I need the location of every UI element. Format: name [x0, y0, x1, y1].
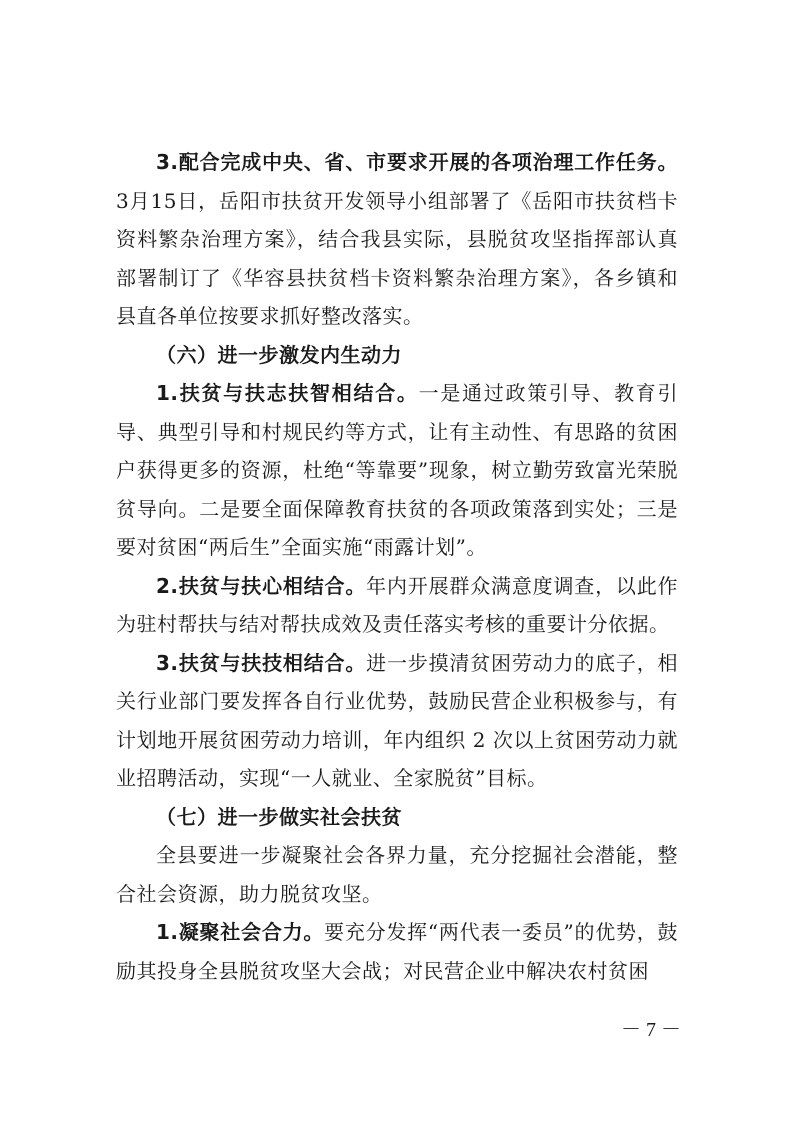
paragraph-heart	[116, 567, 678, 644]
paragraph-lead: 1.扶贫与扶志扶智相结合。	[156, 381, 419, 405]
section-heading-6: （六）进一步激发内生动力	[156, 342, 402, 367]
paragraph-lead: 3.扶贫与扶技相结合。	[156, 650, 367, 675]
page-number: － 7 －	[621, 1019, 681, 1041]
paragraph-text: 年内开展群众满意度调查，以此作为驻村帮扶与结对帮扶成效及责任落实考核的重要计分依据。	[116, 573, 679, 636]
paragraph-social-forces	[116, 836, 678, 913]
body-text	[116, 143, 678, 990]
paragraph-lead: 1.凝聚社会合力。	[156, 920, 325, 944]
paragraph-aspiration-intellect	[116, 374, 678, 567]
paragraph-text: 要充分发挥“两代表一委员”的优势，鼓励其投身全县脱贫攻坚大会战；对民营企业中解决农村贫困	[116, 920, 678, 983]
paragraph-governance-tasks	[116, 143, 678, 336]
paragraph-lead: 3.配合完成中央、省、市要求开展的各项治理工作任务。	[156, 150, 678, 174]
paragraph-text: 全县要进一步凝聚社会各界力量，充分挖掘社会潜能，整合社会资源，助力脱贫攻坚。	[116, 843, 678, 906]
section-heading-7: （七）进一步做实社会扶贫	[156, 804, 402, 829]
paragraph-text: 3月15日，岳阳市扶贫开发领导小组部署了《岳阳市扶贫档卡资料繁杂治理方案》，结合我县实际，县脱贫攻坚指挥部认真部署制订了《华容县扶贫档卡资料繁杂治理方案》，各乡镇和县直各单位按要求抓好整改落实。	[116, 188, 678, 328]
paragraph-skills	[116, 644, 678, 798]
paragraph-text: 进一步摸清贫困劳动力的底子，相关行业部门要发挥各自行业优势，鼓励民营企业积极参与，有计划地开展贫困劳动力培训，年内组织 2 次以上贫困劳动力就业招聘活动，实现“一人就业、全家脱贫”目标。	[116, 650, 679, 790]
paragraph-social-synergy	[116, 913, 678, 990]
paragraph-lead: 2.扶贫与扶心相结合。	[156, 573, 367, 598]
paragraph-text: 一是通过政策引导、教育引导、典型引导和村规民约等方式，让有主动性、有思路的贫困户获得更多的资源，杜绝“等靠要”现象，树立勤劳致富光荣脱贫导向。二是要全面保障教育扶贫的各项政策落到实处；三是要对贫困“两后生”全面实施“雨露计划”。	[116, 381, 679, 559]
